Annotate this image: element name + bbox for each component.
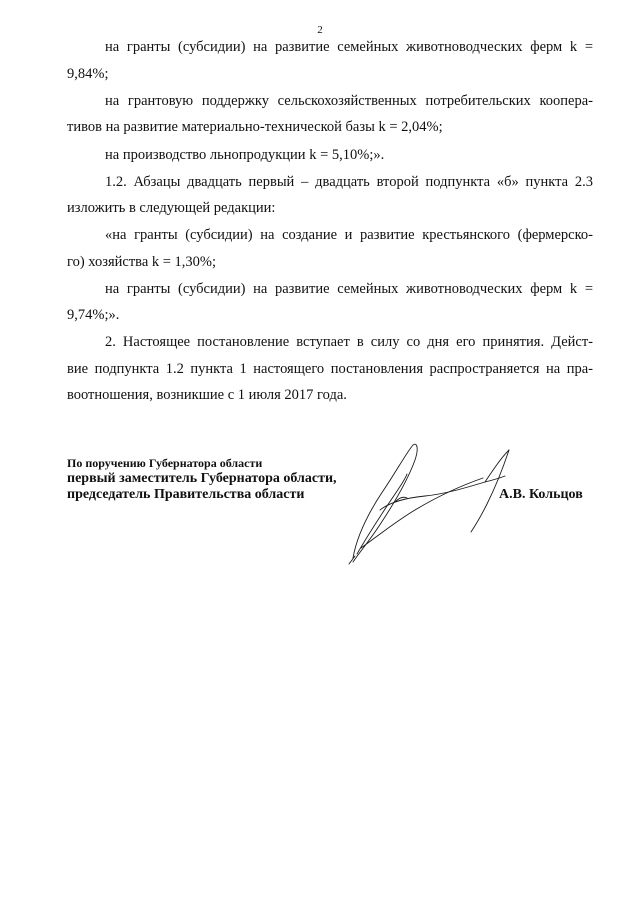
signature-authority-line: По поручению Губернатора области	[67, 456, 263, 470]
signer-position-line: председатель Правительства области	[67, 487, 305, 502]
paragraph-line: тивов на развитие материально-технической базы k = 2,04%;	[67, 119, 443, 135]
paragraph-line: 1.2. Абзацы двадцать первый – двадцать второй подпункта «б» пункта 2.3	[105, 174, 593, 190]
paragraph-line: изложить в следующей редакции:	[67, 200, 276, 216]
paragraph-line: 9,74%;».	[67, 307, 120, 323]
handwritten-signature	[335, 440, 525, 570]
paragraph-line: «на гранты (субсидии) на создание и развитие крестьянского (фермерско-	[105, 227, 593, 243]
paragraph-line: на гранты (субсидии) на развитие семейных животноводческих ферм k =	[105, 39, 593, 55]
paragraph-line: вие подпункта 1.2 пункта 1 настоящего постановления распространяется на пра-	[67, 361, 593, 377]
paragraph-line: воотношения, возникшие с 1 июля 2017 года.	[67, 387, 347, 403]
paragraph-line: на грантовую поддержку сельскохозяйственных потребительских коопера-	[105, 93, 593, 109]
paragraph-line: на гранты (субсидии) на развитие семейных животноводческих ферм k =	[105, 281, 593, 297]
signer-name: А.В. Кольцов	[499, 487, 583, 502]
paragraph-line: 2. Настоящее постановление вступает в силу со дня его принятия. Дейст-	[105, 334, 593, 350]
paragraph-line: 9,84%;	[67, 66, 109, 82]
page-number: 2	[317, 24, 323, 36]
signer-position-line: первый заместитель Губернатора области,	[67, 471, 337, 486]
paragraph-line: го) хозяйства k = 1,30%;	[67, 254, 217, 270]
paragraph-line: на производство льнопродукции k = 5,10%;».	[105, 147, 385, 163]
